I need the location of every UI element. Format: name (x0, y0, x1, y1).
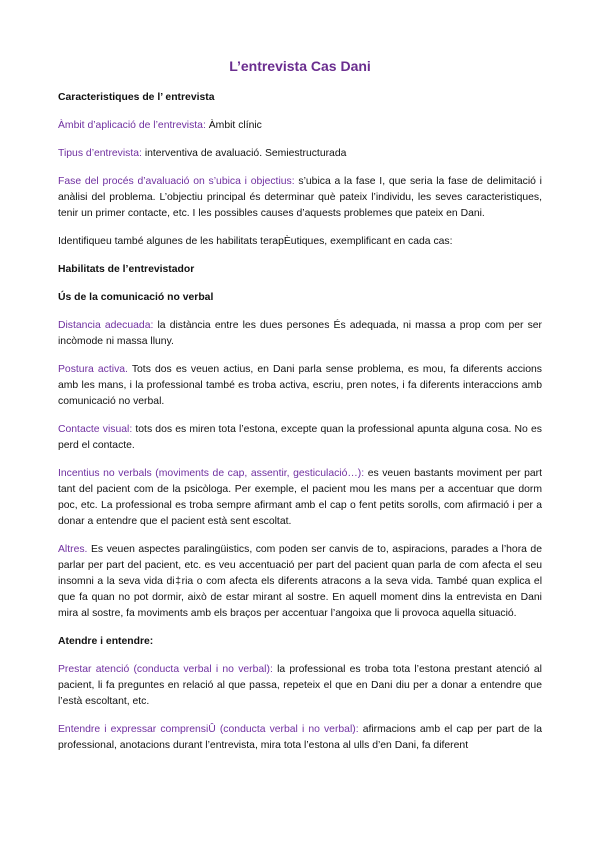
label-contacte: Contacte visual: (58, 424, 133, 435)
paragraph-distancia (58, 318, 542, 350)
label-distancia: Distancia adecuada: (58, 320, 154, 331)
paragraph-postura (58, 362, 542, 410)
paragraph-identify: Identifiqueu també algunes de les habilitats terapÈutiques, exemplificant en cada cas: (58, 236, 453, 247)
label-fase: Fase del procés d’avaluació on s’ubica i objectius: (58, 176, 295, 187)
text-incentius: es veuen bastants moviment per part tant del pacient com de la psicòloga. Per exemple, el pacient mou les mans per a accentuar que dorm poc, etc. La professional es troba sempre afirmant amb el cap o fent petits sorolls, com afirmació i per a donar a entendre que el pacient està sent escoltat. (58, 468, 542, 527)
heading-nonverbal: Ús de la comunicació no verbal (58, 292, 214, 303)
text-altres: Es veuen aspectes paralingüistics, com poden ser canvis de to, aspiracions, parades a l’hora de parlar per part del pacient, etc. es veu accentuació per part del pacient quan parla de com afecta el seu insomni a la seva vida di‡ria o com afecta els diferents atracons a la seva vida. També quan explica el que fa quan no pot dormir, això de estar mirant al sostre. En aquell moment dins la entrevista en Dani mira al sostre, fa moviments amb els braços per accentuar l’angoixa que li provoca aquella situació. (58, 544, 542, 619)
text-tipus: interventiva de avaluació. Semiestructurada (141, 148, 347, 159)
label-altres: Altres. (58, 544, 88, 555)
label-postura: Postura activa. (58, 364, 128, 375)
document-title: L’entrevista Cas Dani (229, 58, 371, 74)
paragraph-ambit (58, 118, 542, 134)
text-fase: s’ubica a la fase I, que seria la fase de delimitació i anàlisi del problema. L’objectiu principal és determinar què pateix l’individu, les seves caracteristiques, tenir un primer contacte, etc. I les possibles causes d’aquests problemes que pateix en Dani. (58, 176, 542, 219)
text-entendre: afirmacions amb el cap per part de la professional, anotacions durant l’entrevista, mira tota l’estona al ulls d’en Dani, fa diferent (58, 724, 543, 751)
text-ambit: Àmbit clínic (205, 120, 262, 131)
text-distancia: la distància entre les dues persones És adequada, ni massa a prop com per ser incòmode ni massa lluny. (58, 320, 543, 347)
heading-skills: Habilitats de l’entrevistador (58, 264, 195, 275)
text-prestar: la professional es troba tota l’estona prestant atenció al pacient, li fa preguntes en relació al que passa, repeteix el que en Dani diu per a donar a entendre que l’està escoltant, etc. (58, 664, 542, 707)
text-postura: Tots dos es veuen actius, en Dani parla sense problema, es mou, fa diferents accions amb les mans, i la professional també es troba activa, escriu, pren notes, i fa diferents interaccions amb comunicació no verbal. (58, 364, 542, 407)
label-prestar: Prestar atenció (conducta verbal i no verbal): (58, 664, 273, 675)
paragraph-tipus (58, 146, 542, 162)
heading-characteristics: Caracteristiques de l’ entrevista (58, 92, 215, 103)
label-incentius: Incentius no verbals (moviments de cap, assentir, gesticulació…): (58, 468, 365, 479)
text-contacte: tots dos es miren tota l’estona, excepte quan la professional apunta alguna cosa. No es perd el contacte. (58, 424, 542, 451)
paragraph-prestar (58, 662, 542, 710)
paragraph-incentius (58, 466, 542, 530)
heading-attend: Atendre i entendre: (58, 636, 154, 647)
paragraph-entendre (58, 722, 542, 754)
paragraph-altres (58, 542, 542, 622)
label-entendre: Entendre i expressar comprensiÛ (conducta verbal i no verbal): (58, 724, 359, 735)
paragraph-fase (58, 174, 542, 222)
label-ambit: Àmbit d’aplicació de l’entrevista: (58, 120, 206, 131)
paragraph-contacte (58, 422, 542, 454)
label-tipus: Tipus d’entrevista: (58, 148, 142, 159)
